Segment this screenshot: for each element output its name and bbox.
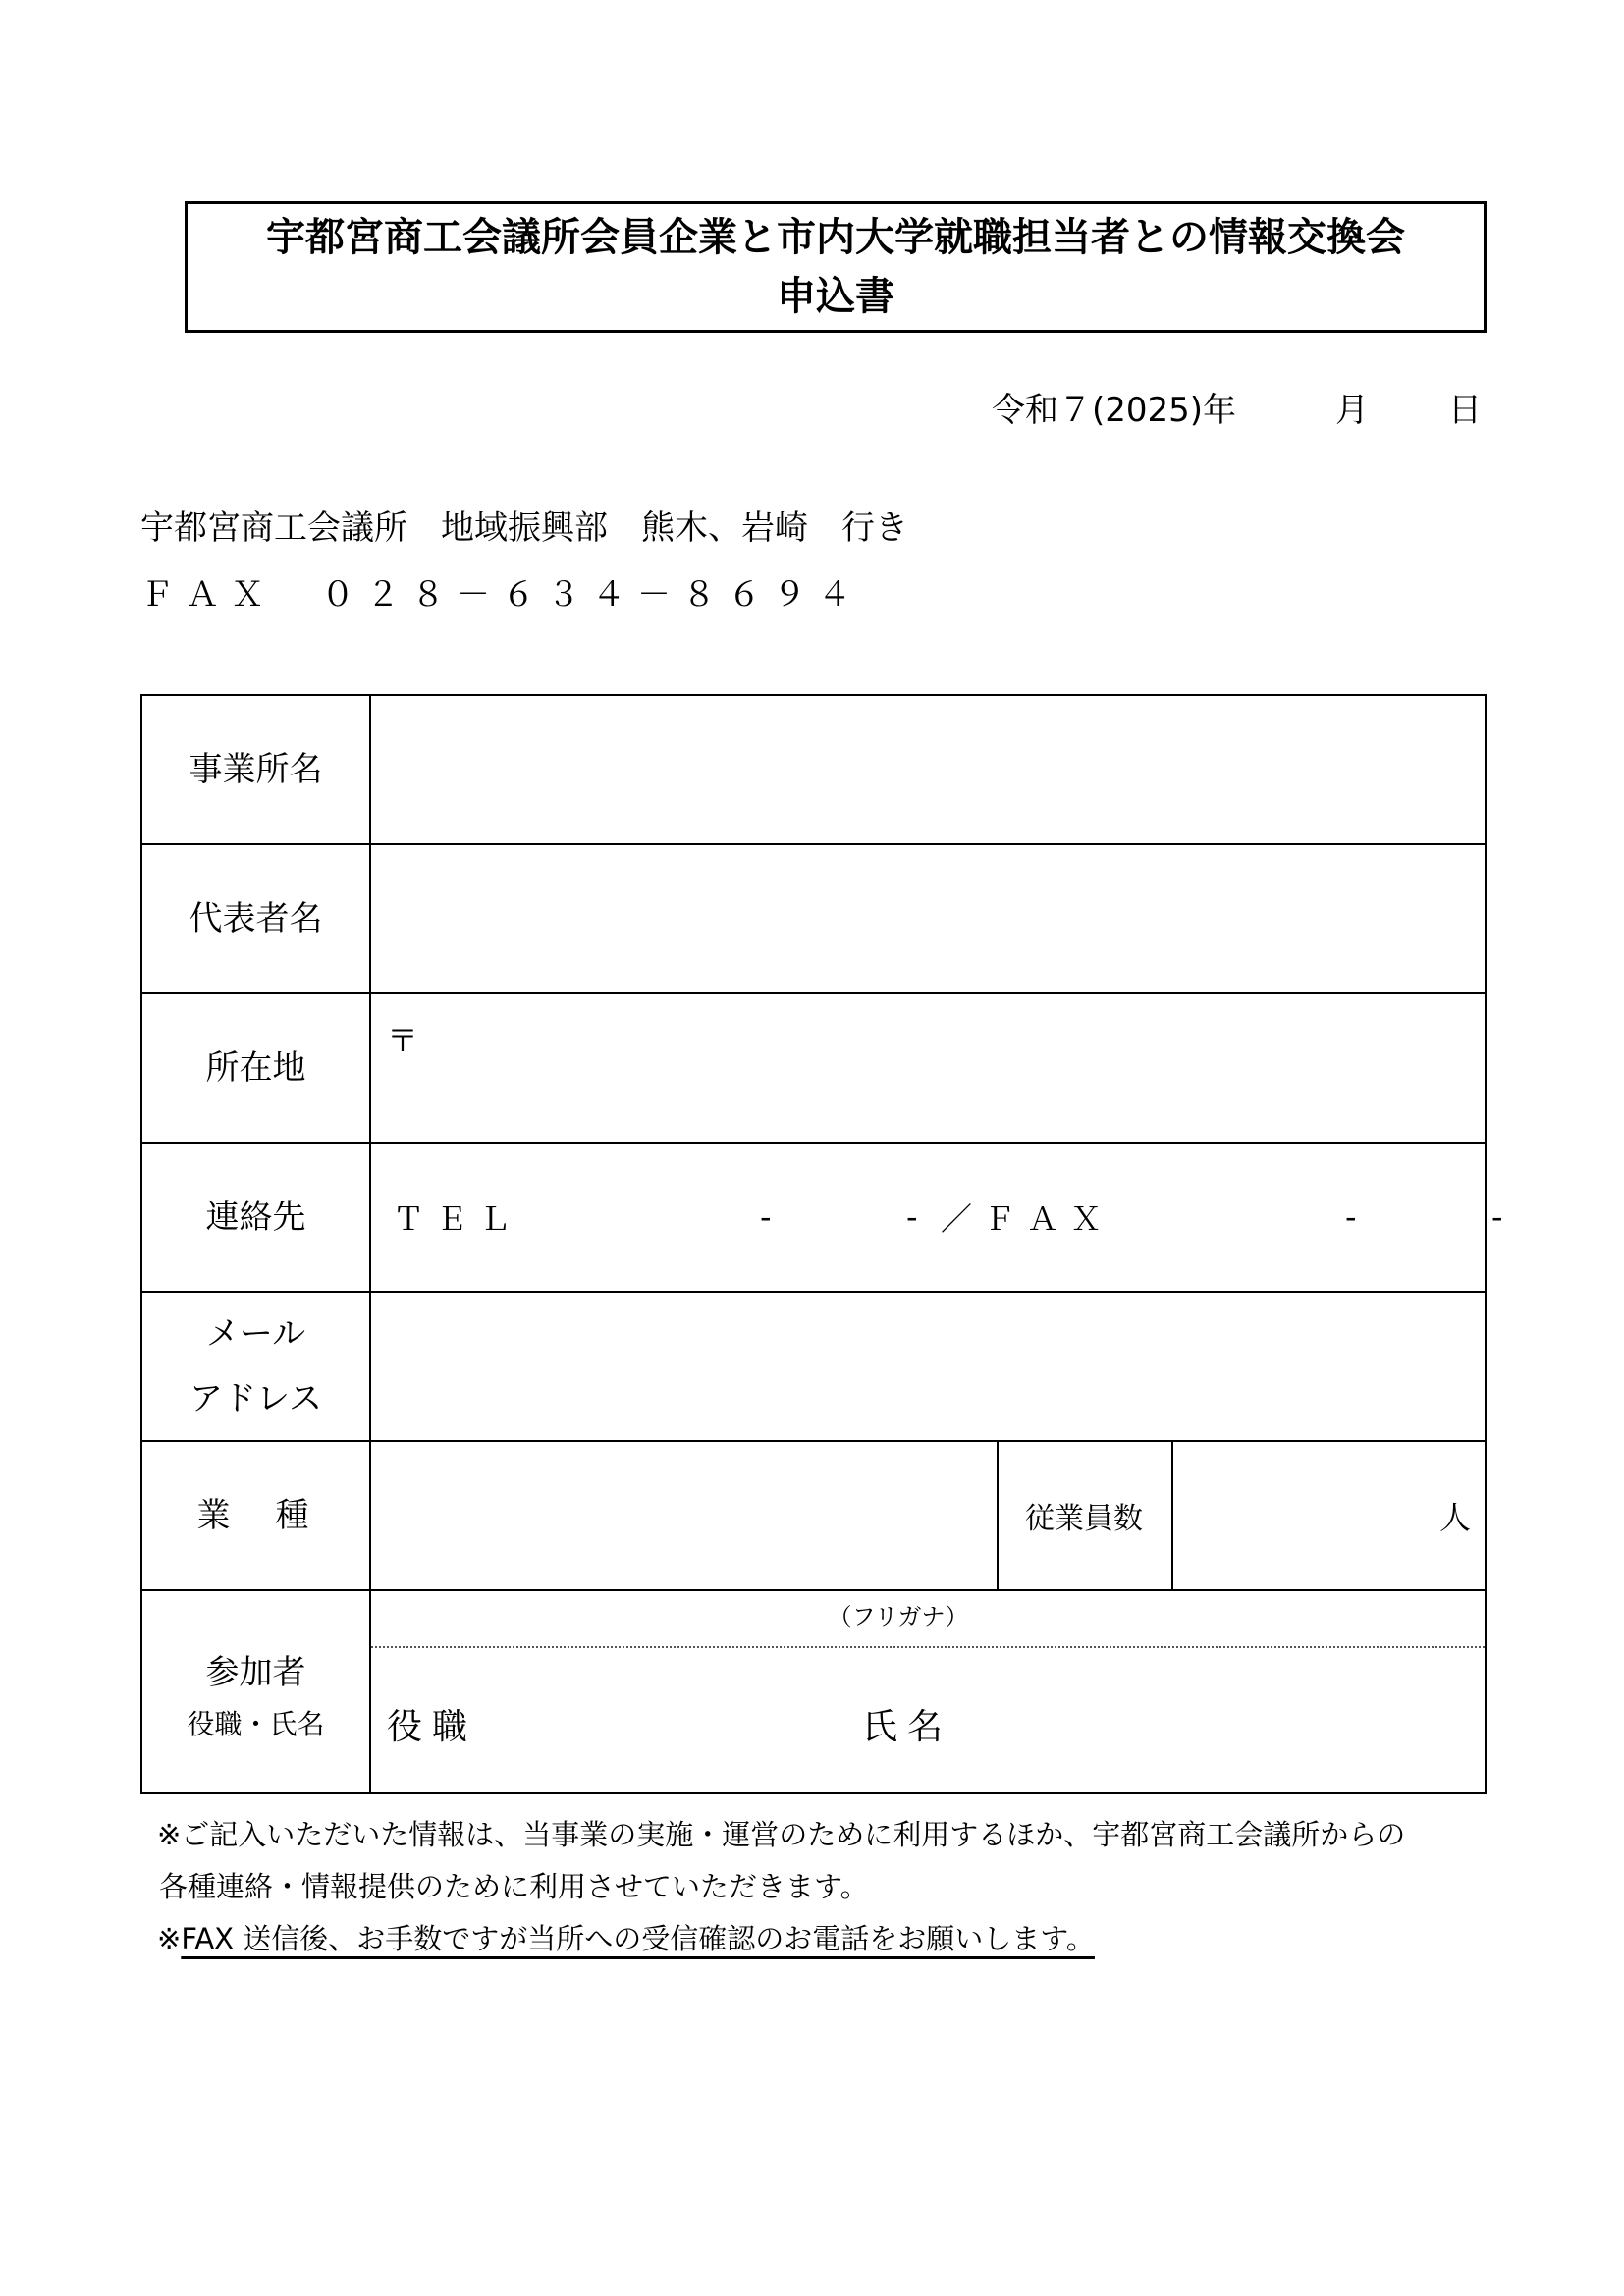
- contact-field[interactable]: [371, 1144, 1503, 1291]
- business-name-field[interactable]: [371, 696, 1485, 843]
- address-label: 所在地: [142, 994, 371, 1142]
- destination-fax-number: ＦＡＸ ０２８－６３４－８６９４: [140, 575, 863, 614]
- participant-name-label: 氏名: [862, 1707, 953, 1747]
- date-day: 日: [1448, 391, 1482, 430]
- industry-field[interactable]: [371, 1442, 997, 1589]
- employees-unit: 人: [1438, 1499, 1471, 1536]
- note-line-3: [157, 1913, 1405, 1965]
- email-label-line-1: メール: [205, 1314, 306, 1354]
- email-label-line-2: アドレス: [189, 1379, 322, 1418]
- furigana-divider: [371, 1646, 1485, 1648]
- row-participant: [142, 1591, 1485, 1792]
- note-line-3-mark: ※: [157, 1922, 182, 1955]
- form-title-line-2: 申込書: [777, 274, 894, 319]
- application-date: [992, 383, 1483, 432]
- email-field[interactable]: [371, 1293, 1485, 1440]
- row-representative: [142, 845, 1485, 994]
- note-line-3-text: FAX 送信後、お手数ですが当所への受信確認のお電話をお願いします。: [181, 1922, 1095, 1955]
- address-field[interactable]: [371, 994, 1485, 1142]
- representative-field[interactable]: [371, 845, 1485, 992]
- row-industry: [142, 1442, 1485, 1591]
- furigana-label: （フリガナ）: [828, 1603, 969, 1630]
- industry-row-cells: [371, 1442, 1485, 1589]
- addressee: 宇都宮商工会議所 地域振興部 熊木、岩崎 行き: [140, 508, 908, 548]
- tel-label: ＴＥＬ: [393, 1201, 523, 1238]
- business-name-label: 事業所名: [142, 696, 371, 843]
- date-year: 令和７(2025)年: [992, 391, 1237, 430]
- date-month: 月: [1335, 391, 1369, 430]
- notes: [157, 1809, 1405, 1965]
- row-contact: [142, 1144, 1503, 1293]
- note-line-2: 各種連絡・情報提供のために利用させていただきます。: [159, 1870, 869, 1903]
- row-business-name: [142, 696, 1485, 845]
- participant-label-cell: [142, 1591, 371, 1792]
- email-label: [142, 1293, 371, 1440]
- application-form-table: [140, 694, 1503, 1794]
- form-title: [185, 201, 1487, 333]
- fax-dash-1: -: [1345, 1199, 1357, 1236]
- note-line-1: ※ご記入いただいた情報は、当事業の実施・運営のために利用するほか、宇都宮商工会議所からの: [157, 1818, 1406, 1851]
- contact-label: 連絡先: [142, 1144, 371, 1291]
- row-address: [142, 994, 1485, 1144]
- form-title-line-1: 宇都宮商工会議所会員企業と市内大学就職担当者との情報交換会: [266, 215, 1405, 260]
- employees-field[interactable]: [1173, 1442, 1485, 1589]
- participant-sublabel: 役職・氏名: [187, 1707, 325, 1740]
- representative-label: 代表者名: [142, 845, 371, 992]
- participant-role-label: 役職: [387, 1707, 478, 1747]
- tel-dash-2: -: [906, 1199, 918, 1236]
- participant-field[interactable]: [371, 1591, 1485, 1792]
- industry-label: 業 種: [142, 1442, 371, 1589]
- participant-label: 参加者: [205, 1652, 306, 1692]
- employees-label: 従業員数: [1025, 1502, 1143, 1536]
- fax-separator-label: ／ＦＡＸ: [941, 1201, 1114, 1238]
- row-email: [142, 1293, 1485, 1442]
- tel-dash-1: -: [760, 1199, 772, 1236]
- postal-mark: 〒: [387, 1022, 419, 1059]
- fax-dash-2: -: [1491, 1199, 1503, 1236]
